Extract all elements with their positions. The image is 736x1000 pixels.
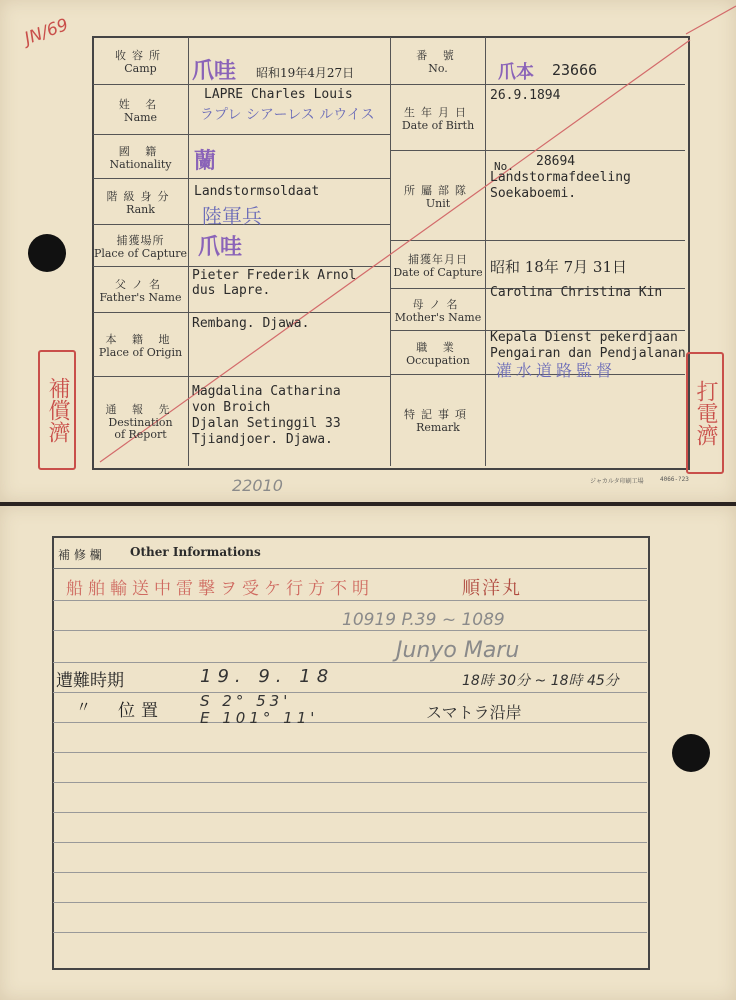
destination-line3: Djalan Setinggil 33 [192, 416, 341, 431]
time-value: 19. 9. 18 [200, 666, 335, 687]
place-capture-stamp: 爪哇 [198, 235, 243, 260]
number-stamp: 爪本 [498, 62, 534, 83]
unit-line2: Soekaboemi. [490, 186, 577, 201]
dob-value: 26.9.1894 [490, 88, 561, 103]
back-header-jp: 補 修 欄 [58, 548, 102, 562]
origin-label: 本 籍 地 Place of Origin [98, 332, 183, 359]
camp-stamp: 爪哇 [192, 59, 237, 84]
unit-no: 28694 [536, 154, 576, 169]
printer-mark: ジャカルタ印刷工場 [590, 478, 644, 485]
ship-name-stamp: 順洋丸 [462, 578, 522, 599]
time-hours: 18時 30分 ~ 18時 45分 [462, 673, 619, 689]
occupation-hand: 灌水道路監督 [496, 361, 617, 380]
date-capture-value: 昭和 18年 7月 31日 [490, 258, 628, 276]
destination-label: 通 報 先 Destination of Report [105, 403, 176, 441]
occupation-line1: Kepala Dienst pekerdjaan [490, 330, 678, 345]
name-typed: LAPRE Charles Louis [204, 87, 353, 102]
ship-romaji: Junyo Maru [396, 638, 520, 663]
occupation-line2: Pengairan dan Pendjalanan [490, 346, 686, 361]
pos-note: スマトラ沿岸 [426, 703, 522, 722]
rank-hand: 陸軍兵 [202, 204, 262, 228]
father-line2: dus Lapre. [192, 283, 271, 298]
place-capture-label: 捕獲場所 Place of Capture [93, 233, 188, 260]
left-red-seal: 補償濟 [38, 350, 76, 470]
camp-label: 收容所 Camp [115, 48, 166, 75]
destination-line1: Magdalina Catharina [192, 384, 341, 399]
pos-ditto: 〃 [76, 698, 92, 716]
ref-line: 10919 P.39 ~ 1089 [342, 610, 505, 630]
red-stamp-line: 船舶輸送中雷撃ヲ受ケ行方不明 [66, 579, 374, 599]
mother-label: 母ノ名 Mother's Name [394, 297, 482, 324]
destination-line4: Tjiandjoer. Djawa. [192, 432, 333, 447]
nationality-label: 國 籍 Nationality [109, 144, 172, 171]
father-line1: Pieter Frederik Arnol [192, 268, 357, 283]
number-typed: 23666 [552, 61, 598, 79]
remark-label: 特記事項 Remark [404, 408, 472, 434]
unit-line1: Landstormafdeeling [490, 170, 631, 185]
pos-lat: S 2° 53' [200, 692, 292, 710]
rank-label: 階級身分 Rank [106, 189, 175, 216]
pencil-number: 22010 [232, 476, 283, 495]
number-label: 番 號 No. [416, 48, 460, 75]
name-label: 姓 名 Name [118, 97, 163, 124]
pos-label: 位置 [118, 701, 164, 721]
back-header-en: Other Informations [130, 545, 261, 559]
father-label: 父ノ名 Father's Name [99, 277, 182, 304]
dob-label: 生年月日 Date of Birth [401, 105, 475, 132]
destination-line2: von Broich [192, 400, 271, 415]
nationality-stamp: 蘭 [194, 149, 217, 174]
corner-note: JN/69 [21, 14, 72, 50]
punch-hole [672, 734, 710, 772]
pos-lon: E 101° 11' [200, 709, 319, 727]
form-code: 4066-?23 [660, 476, 689, 483]
name-kana: ラプレ シアーレス ルウイス [200, 107, 375, 123]
time-label: 遭難時期 [56, 671, 124, 691]
camp-date: 昭和19年4月27日 [256, 66, 355, 80]
back-frame [52, 536, 650, 970]
mother-value: Carolina Christina Kin [490, 285, 663, 300]
right-red-seal: 打電濟 [686, 352, 724, 474]
date-capture-label: 捕獲年月日 Date of Capture [393, 252, 483, 279]
back-card [0, 506, 736, 1000]
unit-no-prefix: No. [494, 160, 514, 173]
rank-typed: Landstormsoldaat [194, 184, 320, 199]
occupation-label: 職 業 Occupation [406, 340, 470, 367]
unit-label: 所屬部隊 Unit [404, 183, 472, 210]
origin-value: Rembang. Djawa. [192, 316, 310, 331]
